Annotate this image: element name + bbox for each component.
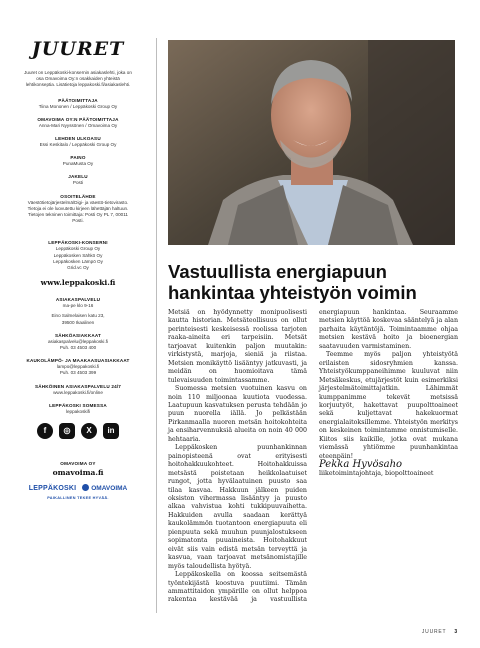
leppakoski-logo: LEPPÄKOSKI — [28, 484, 77, 492]
article-headline: Vastuullista energiapuun hankintaa yhteistyön voimin — [168, 261, 417, 303]
masthead-block-heading: LEPPÄKOSKI-KONSERNI — [48, 240, 108, 246]
masthead-block — [22, 297, 134, 326]
website-link[interactable]: www.leppakoski.fi — [40, 278, 116, 288]
masthead-block-heading: OMAVOIMA OY:N PÄÄTOIMITTAJA — [37, 116, 119, 122]
masthead-block — [22, 136, 134, 148]
masthead-block-line: Grid.vc Oy — [67, 265, 89, 271]
omavoima-heading: OMAVOIMA OY — [60, 461, 96, 467]
masthead-block — [22, 174, 134, 186]
article-paragraph: Teemme myös paljon yhteistyötä erilaisten sidosryhmien kanssa. Yhteistyökumppaneihimme kuuluvat niin Metsäkeskus, etujärjestöt kuin esimerkiksi järjestelmätoimittajatkin. Lähimmät kumppanimme tekevät metsissä korjuutyöt, hakettavat puupolttoaineet sekä kuljettavat hakekuormat energialaitoksillemme. Yhteistyön merkitys on keskeinen toimintamme onnistumiselle. Kiitos siis kaikille, jotka ovat mukana viemässä yhtiömme puunhankintaa eteenpäin! — [319, 351, 458, 460]
article-body — [168, 309, 458, 609]
omavoima-logo — [82, 484, 127, 492]
masthead-block-heading: PÄÄTOIMITTAJA — [58, 97, 98, 103]
masthead-block-line: www.leppakoski.fi/online — [53, 389, 103, 395]
facebook-icon[interactable]: f — [37, 423, 53, 439]
masthead-block-heading: SÄHKÖINEN ASIAKASPALVELU 24/7 — [34, 383, 122, 389]
masthead-block-line: Väestötietojärjestelmä/Digi- ja väestö-tietovirasto. Tietoja ei ole luovutettu kirjeen lähettäjän haltuun. Tietojen tekninen toimittaja: Posti Oy PL 7, 00011 Posti. — [27, 199, 129, 224]
omavoima-logo-text: OMAVOIMA — [91, 485, 128, 493]
masthead-block — [22, 333, 134, 351]
company-list — [22, 240, 134, 271]
omavoima-logo-icon — [82, 484, 89, 491]
masthead-block-line: leppakoskifi — [65, 408, 90, 414]
masthead — [22, 38, 134, 500]
masthead-block-line: Leppäkosken Sähkö Oy — [53, 252, 103, 258]
linkedin-icon[interactable]: in — [103, 423, 119, 439]
masthead-block-line: Puh. 03 4503 400 — [59, 345, 97, 351]
magazine-logo: JUURET — [31, 38, 125, 60]
masthead-block-heading: LEHDEN ULKOASU — [55, 136, 101, 142]
x-icon[interactable]: X — [81, 423, 97, 439]
masthead-block — [22, 403, 134, 415]
masthead-block-line: asiakaspalvelu@leppakoski.fi — [47, 338, 109, 344]
masthead-block — [22, 155, 134, 167]
article-paragraph: Leppäkoskella on koossa seitsemästä työntekijästä koostuva puutiimi. Tämän ammattitaidon ympärille on ollut helppoa rakentaa kestävää ja vastuullista energiapuun hankintaa. Seuraamme metsien käyttöä koskevaa sääntelyä ja alan parhaita käytäntöjä. Toimintaamme ohjaa metsien kestävä hoito ja bioenergian saatavuuden varmistaminen. — [168, 309, 458, 604]
masthead-block — [22, 194, 134, 225]
masthead-block-line: Tiina Mononen / Leppäkoski Group Oy — [38, 103, 118, 109]
portrait-photo — [168, 40, 455, 245]
page-number: 3 — [454, 629, 458, 635]
masthead-block-line: Leppäkoski Group Oy — [55, 246, 101, 252]
masthead-block — [22, 358, 134, 376]
slogan: PAIKALLINEN TEKEE HYVÄÄ. — [47, 496, 109, 501]
masthead-block — [22, 98, 134, 110]
masthead-block-line: Anna-Mari Nyyssönen / Omavoima Oy — [38, 122, 118, 128]
article-paragraph: Metsiä on hyödynnetty monipuolisesti kautta historian. Metsäteollisuus on ollut perinteisesti keskeisessä roolissa tarjoten raaka-aineita eri tarpeisiin. Metsät tarjoavat kuitenkin paljon muutakin: virkistystä, marjoja, sieniä ja riistaa. Metsien monikäyttö lisääntyy jatkuvasti, ja meidän on huomioitava tämä tulevaisuuden toimintassamme. — [168, 309, 307, 384]
masthead-block-line: Eino Salmelaisen katu 23, — [51, 313, 105, 319]
contact-list — [22, 297, 134, 415]
article-paragraph: Suomessa metsien vuotuinen kasvu on noin 110 miljoonaa kuutiota vuodessa. Laatupuun kasvatuksen perusta tehdään jo puun nuorella iällä. Jo pelkästään Pirkanmaalla nuoren metsän hoitokohteita ja ensiharvennuksiä alueita on noin 40 000 hehtaaria. — [168, 385, 307, 443]
masthead-block-heading: OSOITELÄHDE — [60, 193, 96, 199]
masthead-block-heading: LEPPÄKOSKI SOMESSA — [49, 402, 107, 408]
brand-logos — [22, 484, 134, 492]
social-icons — [22, 423, 134, 439]
masthead-block-line: Essi Keskitalo / Leppäkoski Group Oy — [39, 142, 117, 148]
column-divider — [156, 38, 157, 613]
page-footer — [422, 629, 458, 635]
signature: Pekka Hyvösaho — [319, 459, 403, 471]
masthead-block-line: 39500 Ikaalinen — [61, 319, 95, 325]
masthead-block-line: Puh. 03 4503 399 — [59, 370, 97, 376]
masthead-block-line: Posti — [72, 180, 84, 186]
masthead-block — [22, 240, 134, 271]
masthead-block-line: lampo@leppakoski.fi — [56, 364, 100, 370]
masthead-block-line: ma-pe klo 9-16 — [62, 303, 94, 309]
portrait-illustration — [168, 40, 455, 245]
masthead-block — [22, 384, 134, 396]
masthead-block-heading: SÄHKÖASIAKKAAT — [54, 332, 102, 338]
omavoima-link[interactable]: omavoima.fi — [52, 468, 104, 478]
masthead-block-heading: JAKELU — [68, 174, 88, 180]
article-paragraph: Leppäkosken puunhankinnan painopisteenä ovat erityisesti hoitohakkuukohteet. Hoitohakkuissa metsästä poistetaan heikkolaatuiset rungot, jotta hyvälaatuinen puusto saa tilaa kasvaa. Hakkuun jälkeen puiden oksiston vihermassa lisääntyy ja puusto alkaa vahvistua kohti tukkipuuvaihetta. Hakkuiden avulla saadaan kerättyä kaukolämmön tuotantoon energiapuuta eli pienpuuta sekä muuhun puunjalostukseen sopimatonta puuaineista. Hoitohakkuut eivät siis vain edistä metsän terveyttä ja kasvua, vaan tarjoavat metsänomistajille myös taloudellista hyötyä. — [168, 444, 307, 570]
footer-publication: JUURET — [421, 629, 447, 635]
instagram-icon[interactable]: ◎ — [59, 423, 75, 439]
staff-list — [22, 98, 134, 225]
masthead-block-heading: ASIAKASPALVELU — [55, 297, 101, 303]
masthead-block-heading: PAINO — [70, 155, 86, 161]
masthead-intro: Juuret on Leppäkoski-konsernin asiakaslehti, joka on osa Omavoima Oy:n osakkaiden yhteistä lehtikonseptia. Lisätietoja leppakoski.fi/asiakaslehti. — [24, 70, 132, 88]
masthead-block — [22, 117, 134, 129]
masthead-block-heading: KAUKOLÄMPÖ- JA MAAKAASUASIAKKAAT — [26, 358, 130, 364]
masthead-block-line: PunaMusta Oy — [62, 161, 94, 167]
signature-role: liiketoimintajohtaja, biopolttoaineet — [319, 469, 434, 477]
masthead-block-line: Leppäkosken Lämpö Oy — [53, 258, 103, 264]
